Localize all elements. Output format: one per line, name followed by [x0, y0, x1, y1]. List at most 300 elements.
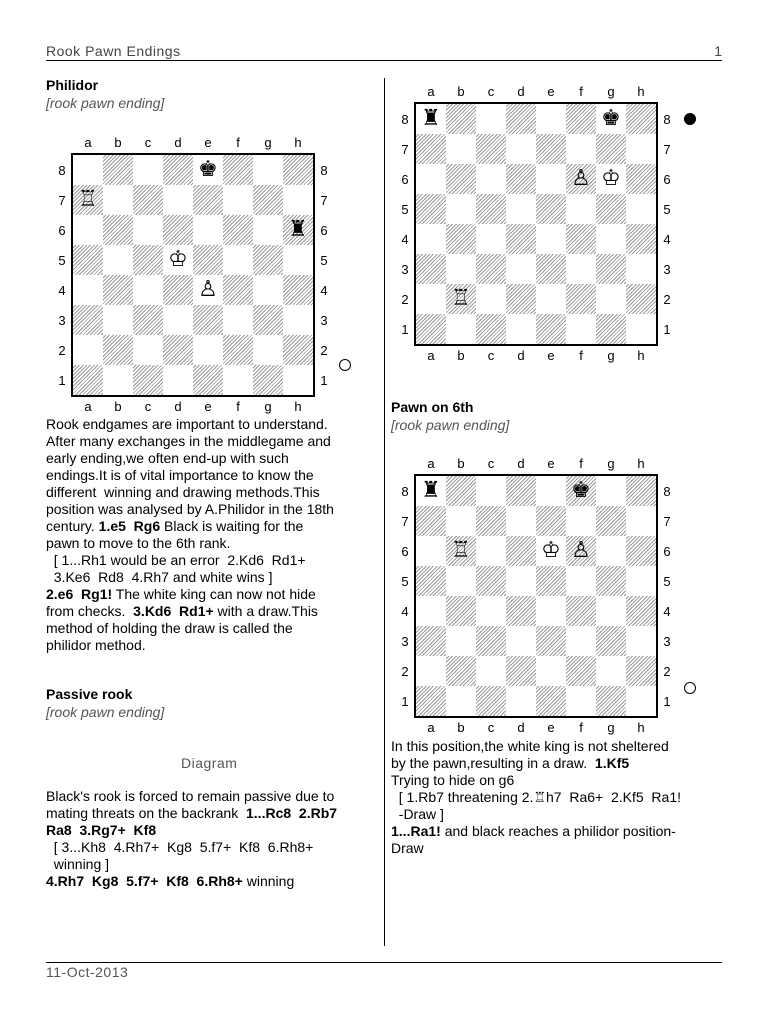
rank-label: 2	[401, 663, 409, 679]
square-g4	[596, 596, 626, 626]
square-d8	[506, 476, 536, 506]
square-d8	[506, 104, 536, 134]
rank-label: 6	[401, 171, 409, 187]
text-line	[46, 637, 334, 654]
square-g3	[596, 626, 626, 656]
file-label: b	[457, 456, 465, 471]
chess-piece-icon: ♔	[168, 247, 188, 272]
chess-piece-icon: ♚	[198, 157, 218, 182]
file-label: a	[427, 720, 435, 735]
square-g7	[596, 506, 626, 536]
square-h7	[626, 506, 656, 536]
square-b1	[446, 686, 476, 716]
running-header-title: Rook Pawn Endings	[46, 43, 181, 59]
rank-label: 6	[663, 171, 671, 187]
line-text: winning ]	[46, 856, 110, 872]
square-d7	[506, 506, 536, 536]
square-f5	[566, 194, 596, 224]
text-line	[46, 620, 334, 637]
text-line	[46, 805, 337, 822]
file-label: h	[637, 84, 645, 99]
file-labels-bottom	[416, 720, 656, 735]
square-a4	[73, 275, 103, 305]
line-text: [ 3...Kh8 4.Rh7+ Kg8 5.f7+ Kf8 6.Rh8+	[46, 839, 314, 855]
text-line	[46, 535, 334, 552]
square-f4	[223, 275, 253, 305]
square-f8	[566, 476, 596, 506]
square-e4	[536, 224, 566, 254]
move-notation: 1.Kf5	[594, 755, 630, 771]
text-line	[46, 569, 334, 586]
rank-label: 8	[663, 111, 671, 127]
square-g1	[596, 686, 626, 716]
square-h4	[626, 596, 656, 626]
square-e5	[536, 194, 566, 224]
file-label: b	[457, 84, 465, 99]
square-c6	[476, 536, 506, 566]
rank-label: 2	[58, 342, 66, 358]
square-b7	[446, 506, 476, 536]
file-label: c	[144, 135, 152, 150]
text-line	[391, 789, 681, 806]
rank-label: 8	[401, 483, 409, 499]
square-d4	[506, 596, 536, 626]
square-f1	[566, 686, 596, 716]
square-b5	[103, 245, 133, 275]
file-label: e	[547, 720, 555, 735]
chess-piece-icon: ♙	[198, 277, 218, 302]
square-e3	[536, 626, 566, 656]
square-f4	[566, 224, 596, 254]
file-label: h	[294, 135, 302, 150]
rank-label: 7	[663, 141, 671, 157]
square-d8	[163, 155, 193, 185]
square-a4	[416, 596, 446, 626]
rank-label: 7	[401, 513, 409, 529]
square-h4	[626, 224, 656, 254]
rank-labels-left	[398, 476, 412, 716]
square-f2	[566, 656, 596, 686]
square-d6	[506, 164, 536, 194]
line-text: [ 1...Rh1 would be an error 2.Kd6 Rd1+	[46, 552, 306, 568]
square-f5	[566, 566, 596, 596]
text-line	[46, 552, 334, 569]
text-line	[391, 772, 681, 789]
file-label: d	[517, 84, 525, 99]
text-line	[46, 586, 334, 603]
square-g2	[596, 656, 626, 686]
paragraph-passive-rook	[46, 788, 337, 890]
square-e7	[536, 134, 566, 164]
square-b1	[103, 365, 133, 395]
square-d1	[506, 314, 536, 344]
rank-label: 5	[663, 201, 671, 217]
text-line	[46, 450, 334, 467]
text-line	[391, 840, 681, 857]
square-d5	[163, 245, 193, 275]
square-f3	[223, 305, 253, 335]
square-a5	[73, 245, 103, 275]
text-line	[46, 467, 334, 484]
square-f8	[223, 155, 253, 185]
section-title-philidor: Philidor	[46, 77, 99, 93]
square-h1	[626, 314, 656, 344]
text-line	[46, 839, 337, 856]
file-label: f	[236, 399, 240, 414]
square-b4	[446, 596, 476, 626]
chess-piece-icon: ♜	[421, 106, 441, 131]
rank-label: 1	[663, 321, 671, 337]
square-a2	[73, 335, 103, 365]
square-b2	[103, 335, 133, 365]
line-text: 3.Ke6 Rd8 4.Rh7 and white wins ]	[46, 569, 273, 585]
square-a1	[73, 365, 103, 395]
rank-label: 1	[320, 372, 328, 388]
section-subtitle-pawn-on-6th: [rook pawn ending]	[391, 417, 510, 433]
square-a2	[416, 284, 446, 314]
square-e2	[193, 335, 223, 365]
square-c2	[133, 335, 163, 365]
square-e1	[536, 686, 566, 716]
square-h2	[626, 656, 656, 686]
page-number: 1	[714, 43, 722, 59]
file-label: e	[547, 348, 555, 363]
file-label: f	[579, 348, 583, 363]
text-line	[46, 416, 334, 433]
rank-label: 4	[58, 282, 66, 298]
file-label: f	[236, 135, 240, 150]
square-c3	[133, 305, 163, 335]
file-label: a	[427, 84, 435, 99]
text-line	[46, 518, 334, 535]
rank-label: 2	[663, 291, 671, 307]
square-h7	[626, 134, 656, 164]
square-e6	[536, 164, 566, 194]
file-labels-bottom	[416, 348, 656, 363]
file-label: g	[607, 720, 615, 735]
square-e8	[193, 155, 223, 185]
diagram-placeholder-label: Diagram	[181, 755, 238, 771]
rank-label: 6	[401, 543, 409, 559]
square-c4	[476, 596, 506, 626]
chess-piece-icon: ♜	[421, 478, 441, 503]
text-line	[46, 501, 334, 518]
square-h6	[626, 536, 656, 566]
square-h8	[626, 104, 656, 134]
rank-label: 5	[401, 573, 409, 589]
rank-label: 7	[320, 192, 328, 208]
rank-label: 6	[320, 222, 328, 238]
square-b6	[103, 215, 133, 245]
square-b3	[103, 305, 133, 335]
square-b8	[103, 155, 133, 185]
square-h3	[283, 305, 313, 335]
square-c2	[476, 284, 506, 314]
file-label: g	[607, 456, 615, 471]
line-text: [ 1.Rb7 threatening 2.♖h7 Ra6+ 2.Kf5 Ra1!	[391, 789, 682, 805]
section-subtitle-passive-rook: [rook pawn ending]	[46, 704, 165, 720]
file-label: b	[457, 348, 465, 363]
square-e2	[536, 656, 566, 686]
square-b1	[446, 314, 476, 344]
square-h6	[283, 215, 313, 245]
rank-label: 5	[320, 252, 328, 268]
square-b2	[446, 656, 476, 686]
square-e1	[536, 314, 566, 344]
move-notation: Ra8 3.Rg7+ Kf8	[46, 822, 157, 838]
square-c3	[476, 254, 506, 284]
square-d5	[506, 194, 536, 224]
file-label: c	[487, 348, 495, 363]
square-d6	[163, 215, 193, 245]
file-label: a	[427, 456, 435, 471]
square-c5	[133, 245, 163, 275]
rank-label: 4	[401, 603, 409, 619]
square-b3	[446, 254, 476, 284]
chess-piece-icon: ♚	[601, 106, 621, 131]
square-a8	[416, 476, 446, 506]
line-text: with a draw.This	[213, 603, 318, 619]
square-g6	[596, 536, 626, 566]
square-e5	[193, 245, 223, 275]
square-d5	[506, 566, 536, 596]
move-notation: 4.Rh7 Kg8 5.f7+ Kf8 6.Rh8+	[46, 873, 243, 889]
square-a3	[73, 305, 103, 335]
square-c4	[476, 224, 506, 254]
square-d4	[163, 275, 193, 305]
square-e8	[536, 476, 566, 506]
square-c7	[476, 506, 506, 536]
square-h2	[283, 335, 313, 365]
square-f1	[223, 365, 253, 395]
square-e6	[193, 215, 223, 245]
square-f7	[223, 185, 253, 215]
square-h5	[626, 566, 656, 596]
square-a7	[416, 134, 446, 164]
square-a7	[416, 506, 446, 536]
file-label: h	[637, 348, 645, 363]
chess-piece-icon: ♔	[541, 538, 561, 563]
square-b2	[446, 284, 476, 314]
rank-label: 2	[320, 342, 328, 358]
rank-label: 8	[401, 111, 409, 127]
file-label: d	[174, 399, 182, 414]
rank-labels-left	[398, 104, 412, 344]
black-to-move-icon	[684, 113, 696, 125]
chess-piece-icon: ♚	[571, 478, 591, 503]
file-label: d	[517, 456, 525, 471]
line-text: Black's rook is forced to remain passive due to	[46, 788, 335, 804]
square-c1	[476, 686, 506, 716]
square-g2	[253, 335, 283, 365]
square-d6	[506, 536, 536, 566]
square-h5	[283, 245, 313, 275]
line-text: method of holding the draw is called the	[46, 620, 293, 636]
line-text: Trying to hide on g6	[391, 772, 515, 788]
square-h1	[283, 365, 313, 395]
square-c5	[476, 566, 506, 596]
square-f1	[566, 314, 596, 344]
file-label: g	[264, 399, 272, 414]
square-c8	[476, 476, 506, 506]
chess-piece-icon: ♙	[571, 166, 591, 191]
file-label: e	[547, 84, 555, 99]
square-a5	[416, 566, 446, 596]
move-notation: 1.e5 Rg6	[98, 518, 161, 534]
square-g3	[596, 254, 626, 284]
square-c4	[133, 275, 163, 305]
file-label: e	[547, 456, 555, 471]
line-text: Rook endgames are important to understand.	[46, 416, 328, 432]
file-label: b	[457, 720, 465, 735]
square-a2	[416, 656, 446, 686]
file-labels-top	[73, 135, 313, 150]
square-f6	[566, 164, 596, 194]
square-h4	[283, 275, 313, 305]
file-label: f	[579, 84, 583, 99]
line-text: different winning and drawing methods.This	[46, 484, 320, 500]
section-subtitle-philidor: [rook pawn ending]	[46, 95, 165, 111]
square-f6	[566, 536, 596, 566]
square-d1	[163, 365, 193, 395]
white-to-move-icon	[684, 682, 696, 694]
line-text: winning	[242, 873, 295, 889]
square-c5	[476, 194, 506, 224]
square-d1	[506, 686, 536, 716]
move-notation: 1...Ra1!	[391, 823, 441, 839]
file-labels-top	[416, 84, 656, 99]
section-title-pawn-on-6th: Pawn on 6th	[391, 399, 474, 415]
rank-label: 8	[320, 162, 328, 178]
square-b7	[446, 134, 476, 164]
square-c7	[133, 185, 163, 215]
file-label: f	[579, 720, 583, 735]
chess-piece-icon: ♖	[451, 286, 471, 311]
square-a6	[416, 164, 446, 194]
square-f2	[566, 284, 596, 314]
square-g8	[596, 104, 626, 134]
move-notation: 3.Kd6 Rd1+	[133, 603, 214, 619]
rank-label: 5	[663, 573, 671, 589]
file-labels-bottom	[73, 399, 313, 414]
square-b5	[446, 194, 476, 224]
file-label: g	[607, 348, 615, 363]
square-h7	[283, 185, 313, 215]
rank-labels-left	[55, 155, 69, 395]
text-line	[46, 484, 334, 501]
square-d2	[163, 335, 193, 365]
square-h2	[626, 284, 656, 314]
square-c1	[476, 314, 506, 344]
square-d7	[506, 134, 536, 164]
square-a8	[416, 104, 446, 134]
text-line	[46, 873, 337, 890]
square-a8	[73, 155, 103, 185]
line-text: mating threats on the backrank	[46, 805, 246, 821]
rank-label: 7	[58, 192, 66, 208]
rank-label: 3	[663, 633, 671, 649]
rank-label: 3	[401, 633, 409, 649]
square-h3	[626, 254, 656, 284]
square-h1	[626, 686, 656, 716]
square-b6	[446, 536, 476, 566]
square-d7	[163, 185, 193, 215]
square-e6	[536, 536, 566, 566]
line-text: -Draw ]	[391, 806, 444, 822]
square-e4	[193, 275, 223, 305]
chess-piece-icon: ♜	[288, 217, 308, 242]
file-label: h	[294, 399, 302, 414]
line-text: Draw	[391, 840, 424, 856]
rank-label: 1	[401, 693, 409, 709]
file-label: c	[487, 84, 495, 99]
line-text: Black is waiting for the	[160, 518, 304, 534]
square-a1	[416, 314, 446, 344]
square-f5	[223, 245, 253, 275]
square-g8	[596, 476, 626, 506]
line-text: from checks.	[46, 603, 134, 619]
file-label: b	[114, 399, 122, 414]
line-text: The white king can now not hide	[112, 586, 316, 602]
paragraph-philidor	[46, 416, 334, 654]
rank-label: 8	[58, 162, 66, 178]
square-c8	[133, 155, 163, 185]
square-e4	[536, 596, 566, 626]
square-f2	[223, 335, 253, 365]
square-h5	[626, 194, 656, 224]
square-e2	[536, 284, 566, 314]
square-e1	[193, 365, 223, 395]
square-d2	[506, 656, 536, 686]
square-f7	[566, 134, 596, 164]
rank-label: 7	[401, 141, 409, 157]
file-label: a	[84, 135, 92, 150]
rank-label: 1	[663, 693, 671, 709]
square-e3	[193, 305, 223, 335]
rank-label: 6	[663, 543, 671, 559]
rank-label: 6	[58, 222, 66, 238]
text-line	[391, 823, 681, 840]
rank-label: 2	[401, 291, 409, 307]
file-label: b	[114, 135, 122, 150]
square-c3	[476, 626, 506, 656]
square-d3	[163, 305, 193, 335]
file-label: e	[204, 399, 212, 414]
square-g4	[596, 224, 626, 254]
line-text: century.	[46, 518, 99, 534]
chess-piece-icon: ♖	[78, 187, 98, 212]
file-label: g	[607, 84, 615, 99]
square-e3	[536, 254, 566, 284]
rank-label: 8	[663, 483, 671, 499]
rank-label: 3	[58, 312, 66, 328]
line-text: by the pawn,resulting in a draw.	[391, 755, 595, 771]
line-text: philidor method.	[46, 637, 146, 653]
square-c1	[133, 365, 163, 395]
move-notation: 1...Rc8 2.Rb7	[246, 805, 338, 821]
line-text: In this position,the white king is not sheltered	[391, 738, 669, 754]
text-line	[391, 755, 681, 772]
square-c2	[476, 656, 506, 686]
file-label: c	[487, 720, 495, 735]
line-text: position was analysed by A.Philidor in the 18th	[46, 501, 334, 517]
line-text: and black reaches a philidor position-	[440, 823, 676, 839]
rank-label: 3	[320, 312, 328, 328]
chess-piece-icon: ♙	[571, 538, 591, 563]
square-b8	[446, 476, 476, 506]
file-label: h	[637, 720, 645, 735]
line-text: endings.It is of vital importance to know the	[46, 467, 314, 483]
